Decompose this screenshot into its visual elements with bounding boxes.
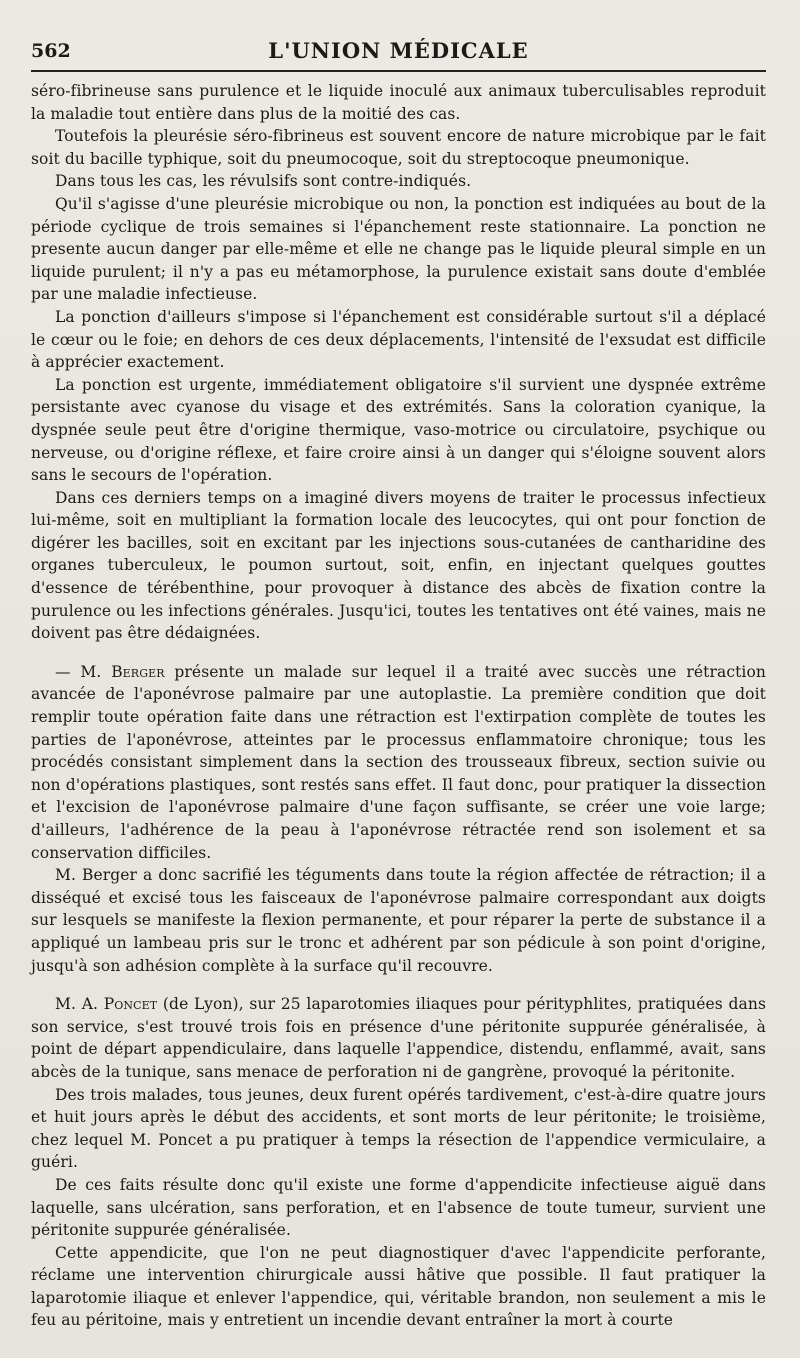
paragraph-berger [31, 661, 766, 864]
paragraph-poncet [31, 993, 766, 1083]
paragraph: Dans ces derniers temps on a imaginé divers moyens de traiter le processus infectieux lui-même, soit en multipliant la formation locale des leucocytes, qui ont pour fonction de digérer les bacilles, soit en excitant par les injections sous-cutanées de cantharidine des organes tuberculeux, le poumon surtout, soit, enfin, en injectant quelques gouttes d'essence de térébenthine, pour provoquer à distance des abcès de fixation contre la purulence ou les infections générales. Jusqu'ici, toutes les tentatives ont été vaines, mais ne doivent pas être dédaignées. [31, 488, 766, 643]
paragraph: Cette appendicite, que l'on ne peut diagnostiquer d'avec l'appendicite perforante, réclame une intervention chirurgicale aussi hâtive que possible. Il faut pratiquer la laparotomie iliaque et enlever l'appendice, qui, véritable brandon, non seulement a mis le feu au péritoine, mais y entretient un incendie devant entraîner la mort à courte [31, 1243, 766, 1330]
paragraph-text: présente un malade sur lequel il a traité avec succès une rétraction avancée de l'aponévrose palmaire par une autoplastie. La première condition que doit remplir toute opération faite dans une rétraction est l'extirpation complète de toutes les parties de l'aponévrose, atteintes par le processus enflammatoire chronique; tous les procédés consistant simplement dans la section des trousseaux fibreux, section suivie ou non d'opérations plastiques, sont restés sans effet. Il faut donc, pour pratiquer la dissection et l'excision de l'aponévrose palmaire d'une façon suffisante, se créer une voie large; d'ailleurs, l'adhérence de la peau à l'aponévrose rétractée rend son isolement et sa conservation difficiles. [31, 662, 766, 862]
author-name: Poncet [103, 995, 158, 1014]
paragraph: Dans tous les cas, les révulsifs sont contre-indiqués. [55, 172, 472, 191]
author-name: Berger [111, 662, 165, 681]
paragraph: Des trois malades, tous jeunes, deux furent opérés tardivement, c'est-à-dire quatre jours et huit jours après le début des accidents, et sont morts de leur péritonite; le troisième, chez lequel M. Poncet a pu pratiquer à temps la résection de l'appendice vermiculaire, a guéri. [31, 1085, 766, 1172]
paragraph-text: (de Lyon), sur 25 laparotomies iliaques pour pérityphlites, pratiquées dans son service, s'est trouvé trois fois en présence d'une péritonite suppurée généralisée, à point de départ appendiculaire, dans laquelle l'appendice, distendu, enflammé, avait, sans abcès de la tunique, sans menace de perforation ni de gangrène, provoqué la péritonite. [31, 995, 766, 1081]
page-number: 562 [31, 40, 71, 62]
paragraph: Toutefois la pleurésie séro-fibrineus est souvent encore de nature microbique par le fait soit du bacille typhique, soit du pneumocoque, soit du streptocoque pneumonique. [31, 127, 766, 168]
running-title: L'UNION MÉDICALE [268, 38, 529, 63]
paragraph: La ponction est urgente, immédiatement obligatoire s'il survient une dyspnée extrême persistante avec cyanose du visage et des extrémités. Sans la coloration cyanique, la dyspnée seule peut être d'origine thermique, vaso-motrice ou circulatoire, psychique ou nerveuse, ou d'origine réflexe, et faire croire ainsi à un danger qui s'éloigne souvent alors sans le secours de l'opération. [31, 375, 766, 485]
page-header [31, 30, 766, 72]
paragraph: La ponction d'ailleurs s'impose si l'épanchement est considérable surtout s'il a déplacé le cœur ou le foie; en dehors de ces deux déplacements, l'intensité de l'exsudat est difficile à apprécier exactement. [31, 307, 766, 372]
paragraph: De ces faits résulte donc qu'il existe une forme d'appendicite infectieuse aiguë dans laquelle, sans ulcération, sans perforation, et en l'absence de toute tumeur, survient une péritonite suppurée généralisée. [31, 1175, 766, 1240]
paragraph: Qu'il s'agisse d'une pleurésie microbique ou non, la ponction est indiquées au bout de la période cyclique de trois semaines si l'épanchement reste stationnaire. La ponction ne presente aucun danger par elle-même et elle ne change pas le liquide pleural simple en un liquide purulent; il n'y a pas eu métamorphose, la purulence existait sans doute d'emblée par une maladie infectieuse. [31, 194, 766, 304]
paragraph: séro-fibrineuse sans purulence et le liquide inoculé aux animaux tuberculisables reproduit la maladie tout entière dans plus de la moitié des cas. [31, 82, 766, 123]
body-text [31, 80, 766, 1332]
paragraph-lead: M. A. [55, 995, 104, 1014]
paragraph: M. Berger a donc sacrifié les téguments dans toute la région affectée de rétraction; il a disséqué et excisé tous les faisceaux de l'aponévrose palmaire correspondant aux doigts sur lesquels se manifeste la flexion permanente, et pour réparer la perte de substance il a appliqué un lambeau pris sur le tronc et adhérent par son pédicule à son point d'origine, jusqu'à son adhésion complète à la surface qu'il recouvre. [31, 866, 766, 975]
paragraph-lead: — M. [55, 662, 112, 681]
